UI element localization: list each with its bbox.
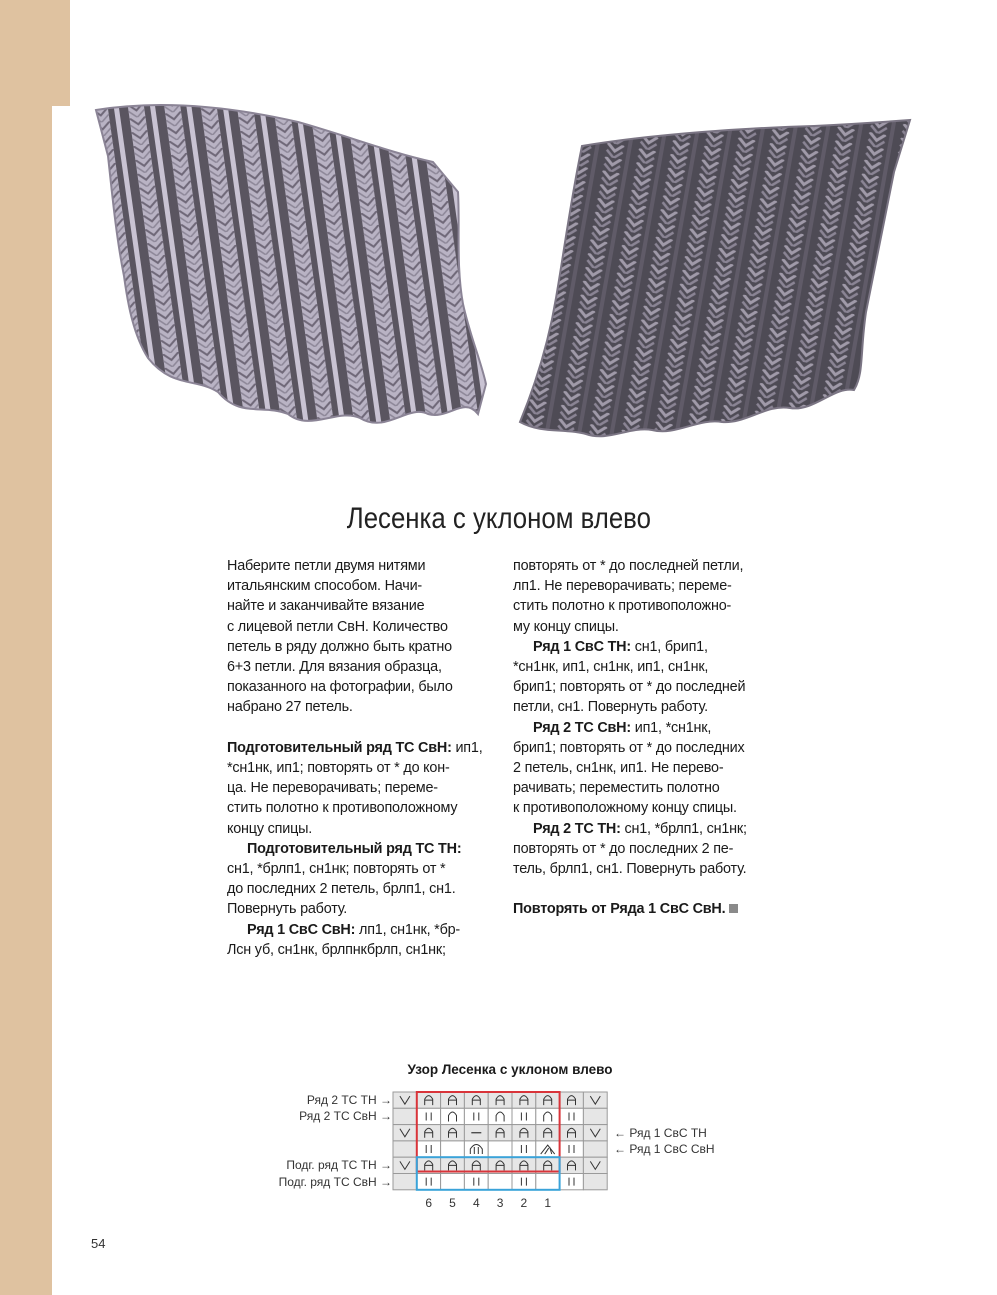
chart-cell: [583, 1174, 607, 1190]
knit-swatch-right: [514, 112, 924, 452]
instruction-row-line: Подготовительный ряд ТС СвН: ип1,: [227, 739, 483, 756]
page-edge-strip: [0, 0, 52, 1295]
instruction-line: итальянским способом. Начи-: [227, 578, 423, 595]
instruction-row-line: рачивать; переместить полотно: [513, 780, 720, 797]
column-number: 4: [472, 1195, 480, 1210]
instruction-line: му концу спицы.: [513, 618, 619, 635]
instruction-row-line: тель, брлп1, сн1. Повернуть работу.: [513, 861, 747, 878]
instruction-line: набрано 27 петель.: [227, 699, 353, 716]
chart-cell: [393, 1125, 417, 1141]
chart-cell: [512, 1141, 536, 1157]
pattern-title: Лесенка с уклоном влево: [346, 502, 651, 535]
column-number: 6: [425, 1195, 433, 1210]
instruction-line: найте и заканчивайте вязание: [227, 598, 425, 615]
instruction-line: 6+3 петли. Для вязания образца,: [227, 659, 442, 676]
chart-cell: [441, 1174, 465, 1190]
chart-cell: [393, 1092, 417, 1108]
chart-cell: [583, 1092, 607, 1108]
instruction-row-line: ца. Не переворачивать; переме-: [227, 780, 438, 797]
instruction-row-line: Ряд 1 СвС СвН: лп1, сн1нк, *бр-: [247, 921, 461, 938]
chart-cell: [512, 1108, 536, 1124]
instruction-line: показанного на фотографии, было: [227, 679, 453, 696]
instruction-row-line: Ряд 2 ТС ТН: сн1, *брлп1, сн1нк;: [533, 820, 747, 837]
instruction-row-line: *сн1нк, ип1; повторять от * до кон-: [227, 760, 450, 777]
paragraph-gap: [227, 718, 489, 738]
paragraph-gap: [513, 879, 775, 899]
page-number: 54: [91, 1236, 106, 1251]
chart-cell: [488, 1141, 512, 1157]
instruction-line: повторять от * до последней петли,: [513, 558, 744, 574]
chart-cell: [583, 1108, 607, 1124]
instructions-right-column: [513, 556, 775, 920]
chart-cell: [393, 1174, 417, 1190]
instruction-row-line: к противоположному концу спицы.: [513, 800, 737, 817]
chart-cell: [512, 1174, 536, 1190]
instruction-row-line: Повернуть работу.: [227, 901, 348, 918]
instruction-line: лп1. Не переворачивать; переме-: [513, 578, 732, 595]
instruction-line: Наберите петли двумя нитями: [227, 558, 426, 574]
chart-cell: [488, 1108, 512, 1124]
instruction-row-line: Лсн уб, сн1нк, брлпнкбрлп, сн1нк;: [227, 941, 446, 958]
instruction-row-line: Ряд 2 ТС СвН: ип1, *сн1нк,: [533, 719, 712, 736]
instruction-row-line: до последних 2 петель, брлп1, сн1.: [227, 881, 456, 898]
instruction-row-line: 2 петель, сн1нк, ип1. Не перево-: [513, 760, 724, 777]
end-square-icon: [729, 904, 738, 913]
chart-cell: [536, 1174, 560, 1190]
chart-row-label-left: Подг. ряд ТС СвН →: [278, 1174, 392, 1189]
column-number: 3: [496, 1195, 504, 1210]
chart-row-label-left: Ряд 2 ТС СвН →: [299, 1109, 392, 1124]
chart-row-label-right: ← Ряд 1 СвС СвН: [614, 1141, 715, 1156]
instruction-row-line: Подготовительный ряд ТС ТН:: [247, 840, 462, 857]
instruction-line: стить полотно к противоположно-: [513, 598, 732, 615]
chart-cell: [393, 1157, 417, 1173]
chart-cell: [560, 1141, 584, 1157]
chart-cell: [464, 1174, 488, 1190]
chart-cell: [583, 1141, 607, 1157]
chart-cell: [583, 1125, 607, 1141]
instruction-row-line: повторять от * до последних 2 пе-: [513, 840, 734, 857]
chart-row-label-left: Ряд 2 ТС ТН →: [306, 1093, 392, 1107]
instruction-row-line: Ряд 1 СвС ТН: сн1, брип1,: [533, 638, 708, 655]
column-number: 2: [520, 1195, 528, 1210]
chart-cell: [464, 1108, 488, 1124]
instructions-left-column: [227, 556, 489, 960]
column-number: 5: [449, 1195, 456, 1210]
chart-cell: [441, 1141, 465, 1157]
chart-cell: [583, 1157, 607, 1173]
instruction-line: с лицевой петли СвН. Количество: [227, 618, 448, 635]
chart-cell: [417, 1108, 441, 1124]
chart-cell: [536, 1108, 560, 1124]
chart-cell: [560, 1108, 584, 1124]
chart-row-label-right: ← Ряд 1 СвС ТН: [614, 1125, 707, 1140]
chart-cell: [417, 1174, 441, 1190]
instruction-row-line: брип1; повторять от * до последних: [513, 739, 745, 756]
stitch-chart: [380, 1080, 630, 1210]
knit-swatch-left: [88, 96, 488, 446]
chart-row-label-left: Подг. ряд ТС ТН →: [286, 1158, 392, 1173]
chart-cell: [393, 1141, 417, 1157]
column-number: 1: [544, 1195, 552, 1210]
instruction-row-line: петли, сн1. Повернуть работу.: [513, 699, 708, 716]
instruction-row-line: *сн1нк, ип1, сн1нк, ип1, сн1нк,: [513, 659, 709, 676]
chart-title: Узор Лесенка с уклоном влево: [407, 1062, 613, 1077]
chart-cell: [393, 1108, 417, 1124]
instruction-row-line: брип1; повторять от * до последней: [513, 679, 746, 696]
instruction-line: петель в ряду должно быть кратно: [227, 638, 452, 655]
chart-cell: [488, 1174, 512, 1190]
instruction-row-line: Повторять от Ряда 1 СвС СвН.: [513, 899, 775, 919]
chart-cell: [464, 1141, 488, 1157]
chart-cell: [417, 1141, 441, 1157]
instruction-row-line: стить полотно к противоположному: [227, 800, 458, 817]
instruction-row-line: сн1, *брлп1, сн1нк; повторять от *: [227, 861, 446, 878]
chart-cell: [560, 1174, 584, 1190]
instruction-row-line: концу спицы.: [227, 820, 313, 837]
chart-cell: [441, 1108, 465, 1124]
